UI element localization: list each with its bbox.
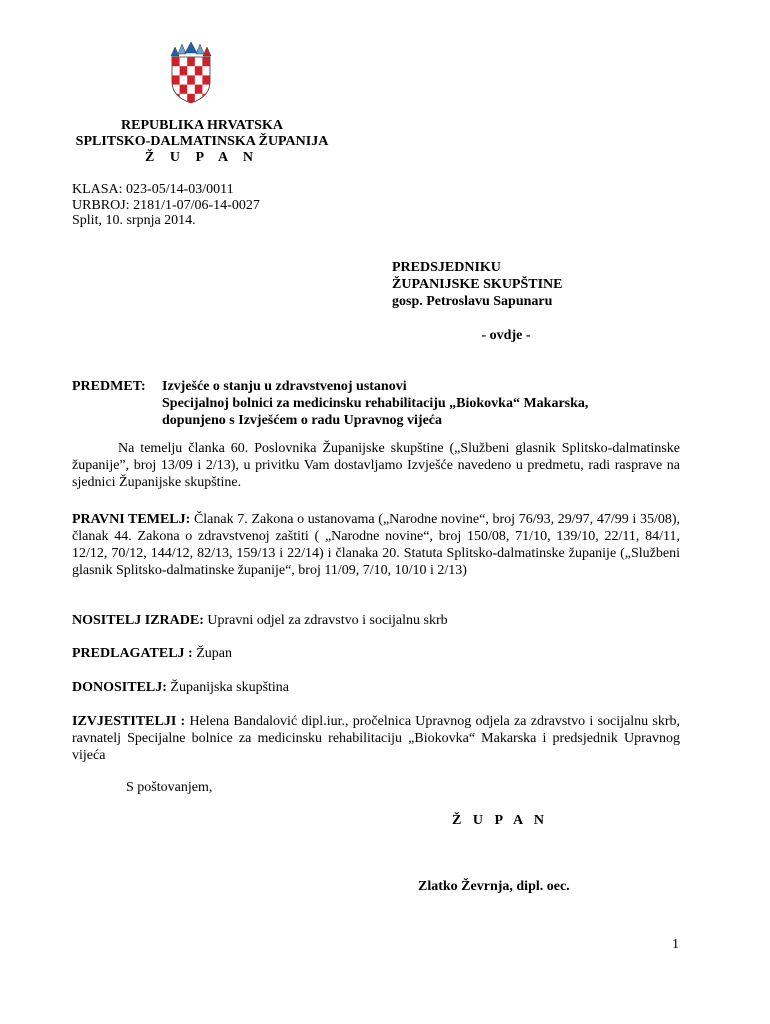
adopter-paragraph — [72, 679, 680, 696]
klasa: KLASA: 023-05/14-03/0011 — [72, 182, 234, 197]
legal-basis-label: PRAVNI TEMELJ: — [72, 512, 191, 527]
proposer-label: PREDLAGATELJ : — [72, 646, 193, 661]
recipient-line2: ŽUPANIJSKE SKUPŠTINE — [392, 277, 563, 292]
document-header — [72, 118, 332, 166]
page-number: 1 — [672, 937, 679, 952]
reporters-text: Helena Bandalović dipl.iur., pročelnica Upravnog odjela za zdravstvo i socijalnu skrb, ravnatelj Specijalne bolnice za medicinsku rehabilitaciju „Biokovka“ Makarska i predsjednik Upravnog vijeća — [72, 714, 681, 763]
author-label: NOSITELJ IZRADE: — [72, 613, 204, 628]
header-zupan: Ž U P A N — [145, 150, 259, 165]
reporters-label: IZVJESTITELJI : — [72, 714, 186, 729]
date-line: Split, 10. srpnja 2014. — [72, 213, 196, 228]
legal-basis-paragraph — [72, 511, 680, 579]
intro-paragraph: Na temelju članka 60. Poslovnika Županijske skupštine („Službeni glasnik Splitsko-dalmatinske županije”, broj 13/09 i 2/13), u privitku Vam dostavljamo Izvješće navedeno u predmetu, radi rasprave na sjednici Županijske skupštine. — [72, 441, 680, 490]
adopter-label: DONOSITELJ: — [72, 680, 167, 695]
header-county: SPLITSKO-DALMATINSKA ŽUPANIJA — [75, 134, 329, 149]
coat-of-arms-icon — [166, 42, 216, 104]
ovdje-label: - ovdje - — [481, 328, 531, 343]
reporters-paragraph — [72, 713, 680, 764]
document-meta — [72, 182, 260, 229]
urbroj: URBROJ: 2181/1-07/06-14-0027 — [72, 197, 260, 213]
legal-basis-text: Članak 7. Zakona o ustanovama („Narodne novine“, broj 76/93, 29/97, 47/99 i 35/08), članak 44. Zakona o zdravstvenoj zaštiti ( „Narodne novine“, broj 150/08, 71/10, 139/10, 22/11, 84/11, 12/12, 70/12, 144/12, 82/13, 159/13 i 22/14) i članaka 20. Statuta Splitsko-dalmatinske županije („Službeni glasnik Splitsko-dalmatinske županije“, broj 11/09, 7/10, 10/10 i 2/13) — [72, 512, 680, 578]
adopter-text: Županijska skupština — [170, 680, 290, 695]
subject-line1: Izvješće o stanju u zdravstvenoj ustanovi — [162, 379, 407, 394]
recipient-block — [392, 259, 563, 310]
subject-line2: Specijalnoj bolnici za medicinsku rehabilitaciju „Biokovka“ Makarska, — [162, 396, 589, 411]
signature-title: Ž U P A N — [452, 813, 548, 828]
greeting: S poštovanjem, — [126, 780, 213, 795]
proposer-paragraph — [72, 645, 680, 662]
subject-block — [72, 378, 682, 429]
signer-name: Zlatko Ževrnja, dipl. oec. — [418, 879, 570, 894]
proposer-text: Župan — [196, 646, 232, 661]
author-paragraph — [72, 612, 680, 629]
subject-label: PREDMET: — [72, 379, 146, 394]
recipient-line1: PREDSJEDNIKU — [392, 260, 501, 275]
subject-line3: dopunjeno s Izvješćem o radu Upravnog vijeća — [162, 413, 442, 428]
author-text: Upravni odjel za zdravstvo i socijalnu skrb — [207, 613, 448, 628]
recipient-line3: gosp. Petroslavu Sapunaru — [392, 294, 553, 309]
header-country: REPUBLIKA HRVATSKA — [121, 118, 283, 133]
